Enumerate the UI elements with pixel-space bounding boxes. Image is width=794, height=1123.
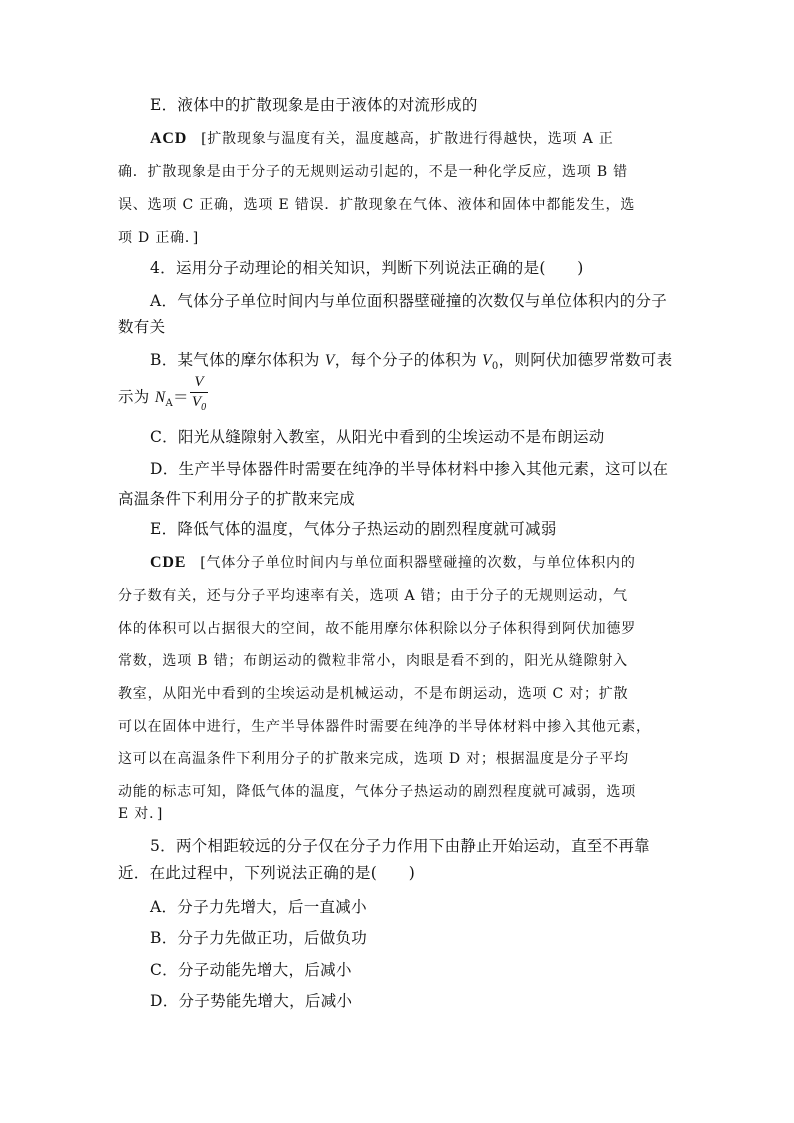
q4-option-d-line-2: 高温条件下利用分子的扩散来完成: [118, 490, 356, 508]
q5-stem-line-1: 5．两个相距较远的分子仅在分子力作用下由静止开始运动，直至不再靠: [150, 837, 650, 855]
q3-explanation-line-4: 项 D 正确．]: [118, 230, 199, 246]
fraction-bar: [190, 392, 208, 393]
q4-stem: 4．运用分子动理论的相关知识，判断下列说法正确的是( ): [150, 259, 584, 277]
fraction-denominator: $V_0$: [191, 394, 207, 413]
q5-option-c: C．分子动能先增大，后减小: [150, 961, 352, 979]
q5-option-a: A．分子力先增大，后一直减小: [150, 898, 367, 916]
q4-option-d-line-1: D．生产半导体器件时需要在纯净的半导体材料中掺入其他元素，这可以在: [150, 460, 669, 478]
avogadro-fraction: [190, 374, 208, 416]
q5-option-d: D．分子势能先增大，后减小: [150, 992, 353, 1010]
q4-option-a-line-1: A．气体分子单位时间内与单位面积器壁碰撞的次数仅与单位体积内的分子: [150, 292, 668, 310]
q4-option-b-line-2: 示为 $N_A=$: [118, 388, 189, 410]
q4-option-e: E．降低气体的温度，气体分子热运动的剧烈程度就可减弱: [150, 520, 557, 538]
q3-answer: ACD: [150, 130, 188, 147]
q4-explanation-line-3: 体的体积可以占据很大的空间，故不能用摩尔体积除以分子体积得到阿伏加德罗: [118, 621, 636, 637]
q4-option-b-line-1: B．某气体的摩尔体积为 V，每个分子的体积为 $V_0$，则阿伏加德罗常数可表: [150, 351, 673, 373]
q4-option-a-line-2: 数有关: [118, 318, 166, 336]
q4-explanation-line-2: 分子数有关，还与分子平均速率有关，选项 A 错；由于分子的无规则运动，气: [118, 588, 628, 604]
q4-option-c: C．阳光从缝隙射入教室，从阳光中看到的尘埃运动不是布朗运动: [150, 428, 605, 446]
fraction-numerator: V: [194, 374, 204, 390]
q4-explanation-line-9: E 对．]: [118, 806, 164, 822]
q4-answer: CDE: [150, 554, 187, 571]
q4-explanation-line-1: CDE [气体分子单位时间内与单位面积器壁碰撞的次数，与单位体积内的: [150, 554, 636, 571]
q3-explanation-line-3: 误、选项 C 正确，选项 E 错误．扩散现象在气体、液体和固体中都能发生，选: [118, 197, 636, 213]
q4-explanation-line-8: 动能的标志可知，降低气体的温度，气体分子热运动的剧烈程度就可减弱，选项: [118, 784, 636, 800]
q4-explanation-line-5: 教室，从阳光中看到的尘埃运动是机械运动，不是布朗运动，选项 C 对；扩散: [118, 686, 629, 702]
q4-explanation-line-4: 常数，选项 B 错；布朗运动的微粒非常小，肉眼是看不到的，阳光从缝隙射入: [118, 653, 628, 669]
q3-explanation-line-2: 确．扩散现象是由于分子的无规则运动引起的，不是一种化学反应，选项 B 错: [118, 164, 628, 180]
q4-explanation-line-6: 可以在固体中进行，生产半导体器件时需要在纯净的半导体材料中掺入其他元素，: [118, 719, 651, 735]
q3-option-e: E．液体中的扩散现象是由于液体的对流形成的: [150, 96, 478, 114]
q5-option-b: B．分子力先做正功，后做负功: [150, 929, 368, 947]
q3-explanation-line-1: ACD [扩散现象与温度有关，温度越高，扩散进行得越快，选项 A 正: [150, 130, 614, 147]
q4-explanation-line-7: 这可以在高温条件下利用分子的扩散来完成，选项 D 对；根据温度是分子平均: [118, 751, 629, 767]
q5-stem-line-2: 近．在此过程中，下列说法正确的是( ): [118, 864, 416, 882]
